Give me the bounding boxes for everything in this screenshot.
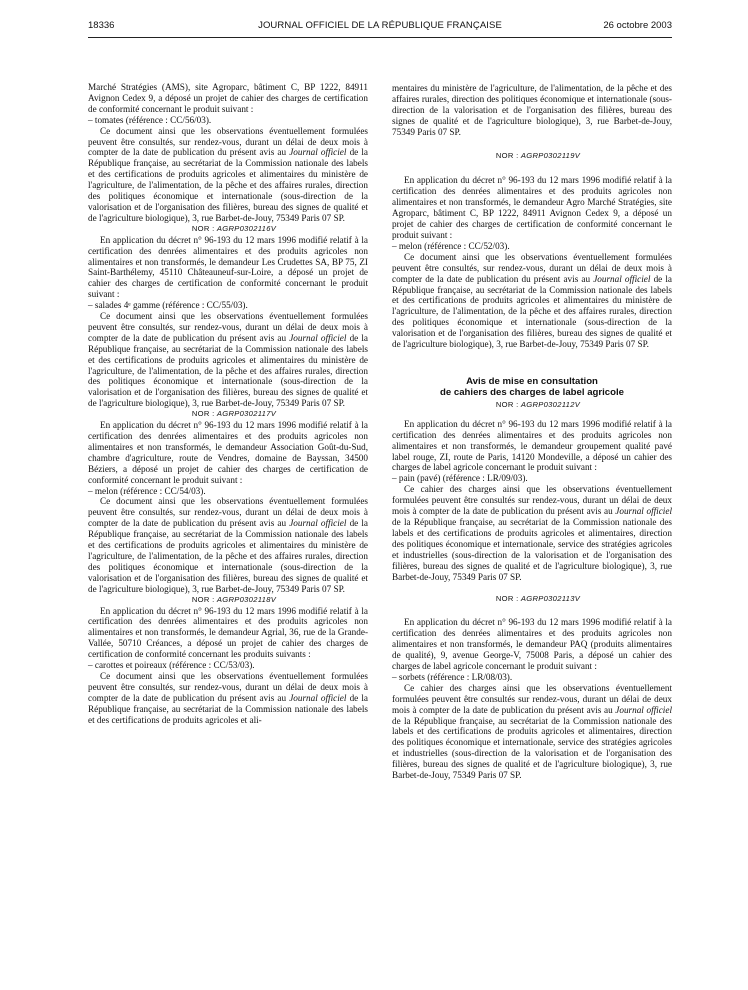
- paragraph: Ce document ainsi que les observations éventuellement formulées peuvent être consultés, sur rendez-vous, durant un délai de deux mois à compter de la date de publication du présent avis au Journal officiel de la République française, au secrétariat de la Commission nationale des labels et des certifications de produits agricoles et alimentaires du ministère de l'agriculture, de l'alimentation, de la pêche et des affaires rurales, direction des politiques économique et internationale (sous-direction de la valorisation et de l'organisation des filières, bureau des signes de qualité et de l'agriculture biologique), 3, rue Barbet-de-Jouy, 75349 Paris 07 SP.: [88, 311, 368, 409]
- nor-reference: NOR : AGRP0302118V: [191, 594, 277, 604]
- paragraph: Ce document ainsi que les observations éventuellement formulées peuvent être consultés, sur rendez-vous, durant un délai de deux mois à compter de la date de publication du présent avis au Journal officiel de la République française, au secrétariat de la Commission nationale des labels et des certifications de produits agricoles et alimentaires du ministère de l'agriculture, de l'alimentation, de la pêche et des affaires rurales, direction des politiques économique et internationale (sous-direction de la valorisation et de l'organisation des filières, bureau des signes de qualité et de l'agriculture biologique), 3, rue Barbet-de-Jouy, 75349 Paris 07 SP.: [392, 251, 672, 350]
- nor-reference: NOR : AGRP0302117V: [191, 409, 277, 419]
- list-item: – pain (pavé) (référence : LR/09/03).: [392, 473, 528, 484]
- paragraph: Ce document ainsi que les observations éventuellement formulées peuvent être consultés, sur rendez-vous, durant un délai de deux mois à compter de la date de publication du présent avis au Journal officiel de la République française, au secrétariat de la Commission nationale des labels et des certifications de produits agricoles et ali-: [88, 670, 368, 725]
- paragraph: En application du décret n° 96-193 du 12 mars 1996 modifié relatif à la certification des denrées alimentaires et des produits agricoles non alimentaires et non transformés, le demandeur Association Goût-du-Sud, chambre d'agriculture, route de Vendres, domaine de Bayssan, 34500 Béziers, a déposé un projet de cahier des charges de certification de conformité concernant le produit suivant :: [88, 420, 368, 485]
- right-column: [392, 83, 672, 781]
- nor-reference: NOR : AGRP0302112V: [495, 399, 581, 409]
- paragraph: En application du décret n° 96-193 du 12 mars 1996 modifié relatif à la certification des denrées alimentaires et des produits agricoles non alimentaires et non transformés, le demandeur PAQ (produits alimentaires de qualité), 9, avenue George-V, 75008 Paris, a déposé un cahier des charges de label agricole concernant le produit suivant :: [392, 617, 672, 671]
- journal-title: JOURNAL OFFICIEL DE LA RÉPUBLIQUE FRANÇAISE: [258, 20, 502, 31]
- list-item: – carottes et poireaux (référence : CC/53/03).: [88, 660, 255, 671]
- paragraph: En application du décret n° 96-193 du 12 mars 1996 modifié relatif à la certification des denrées alimentaires et des produits agricoles non alimentaires et non transformés, le demandeur Agro Marché Stratégies, site Agroparc, bâtiment C, BP 1222, 84911 Avignon Cedex 9, a déposé un projet de cahier des charges de certification de conformité concernant le produit suivant :: [392, 175, 672, 240]
- left-column: [88, 82, 368, 725]
- page-number: 18336: [88, 20, 115, 31]
- nor-reference: NOR : AGRP0302116V: [191, 223, 277, 233]
- paragraph: Ce cahier des charges ainsi que les observations éventuellement formulées peuvent être consultés sur rendez-vous, durant un délai de deux mois à compter de la date de publication du présent avis au Journal officiel de la République française, au secrétariat de la Commission nationale des labels et des certifications de produits agricoles et alimentaires, direction des politiques économique et internationale, service des stratégies agricoles et industrielles (sous-direction de la valorisation et de l'organisation des filières, bureau des signes de qualité et de l'agriculture biologique), 3, rue Barbet-de-Jouy, 75349 Paris 07 SP.: [392, 484, 672, 582]
- nor-reference: NOR : AGRP0302119V: [495, 150, 581, 160]
- list-item: – sorbets (référence : LR/08/03).: [392, 671, 513, 682]
- paragraph: En application du décret n° 96-193 du 12 mars 1996 modifié relatif à la certification des denrées alimentaires et des produits agricoles non alimentaires et non transformés, le demandeur groupement qualité pavé label rouge, ZI, route de Paris, 14120 Mondeville, a déposé un cahier des charges de label agricole concernant le produit suivant :: [392, 418, 672, 473]
- section-title-line: Avis de mise en consultation: [466, 375, 598, 387]
- list-item: – salades 4ᵉ gamme (référence : CC/55/03).: [88, 300, 248, 311]
- paragraph: Ce cahier des charges ainsi que les observations éventuellement formulées peuvent être consultés sur rendez-vous, durant un délai de deux mois à compter de la date de publication du présent avis au Journal officiel de la République française, au secrétariat de la Commission nationale des labels et des certifications de produits agricoles et alimentaires, direction des politiques économique et internationale, service des stratégies agricoles et industrielles (sous-direction de la valorisation et de l'organisation des filières, bureau des signes de qualité et de l'agriculture biologique), 3, rue Barbet-de-Jouy, 75349 Paris 07 SP.: [392, 682, 672, 781]
- section-title-line: de cahiers des charges de label agricole: [440, 386, 624, 398]
- header-rule: [88, 37, 672, 38]
- paragraph: mentaires du ministère de l'agriculture, de l'alimentation, de la pêche et des affaires rurales, direction des politiques économique et internationale (sous-direction de la valorisation et de l'organisation des filières, bureau des signes de qualité et de l'agriculture biologique), 3, rue Barbet-de-Jouy, 75349 Paris 07 SP.: [392, 83, 672, 137]
- paragraph: En application du décret n° 96-193 du 12 mars 1996 modifié relatif à la certification des denrées alimentaires et des produits agricoles non alimentaires et non transformés, le demandeur Les Crudettes SA, BP 75, ZI Saint-Barthélemy, 45110 Châteauneuf-sur-Loire, a déposé un projet de cahier des charges de certification de conformité concernant le produit suivant :: [88, 234, 368, 300]
- list-item: – melon (référence : CC/54/03).: [88, 485, 206, 496]
- section-title: [392, 376, 672, 398]
- list-item: – tomates (référence : CC/56/03).: [88, 114, 212, 125]
- paragraph: En application du décret n° 96-193 du 12 mars 1996 modifié relatif à la certification des denrées alimentaires et des produits agricoles non alimentaires et non transformés, le demandeur Agrial, 36, rue de la Grande-Vallée, 50710 Créances, a déposé un projet de cahier des charges de certification de conformité concernant les produits suivants :: [88, 605, 368, 660]
- paragraph: Ce document ainsi que les observations éventuellement formulées peuvent être consultés, sur rendez-vous, durant un délai de deux mois à compter de la date de publication du présent avis au Journal officiel de la République française, au secrétariat de la Commission nationale des labels et des certifications de produits agricoles et alimentaires du ministère de l'agriculture, de l'alimentation, de la pêche et des affaires rurales, direction des politiques économique et internationale (sous-direction de la valorisation et de l'organisation des filières, bureau des signes de qualité et de l'agriculture biologique), 3, rue Barbet-de-Jouy, 75349 Paris 07 SP.: [88, 496, 368, 594]
- paragraph: Ce document ainsi que les observations éventuellement formulées peuvent être consultés, sur rendez-vous, durant un délai de deux mois à compter de la date de publication du présent avis au Journal officiel de la République française, au secrétariat de la Commission nationale des labels et des certifications de produits agricoles et alimentaires du ministère de l'agriculture, de l'alimentation, de la pêche et des affaires rurales, direction des politiques économique et internationale (sous-direction de la valorisation et de l'organisation des filières, bureau des signes de qualité et de l'agriculture biologique), 3, rue Barbet-de-Jouy, 75349 Paris 07 SP.: [88, 125, 368, 223]
- nor-reference: NOR : AGRP0302113V: [495, 594, 581, 604]
- publication-date: 26 octobre 2003: [603, 20, 672, 31]
- list-item: – melon (référence : CC/52/03).: [392, 240, 510, 251]
- paragraph: Marché Stratégies (AMS), site Agroparc, bâtiment C, BP 1222, 84911 Avignon Cedex 9, a déposé un projet de cahier des charges de certification de conformité concernant le produit suivant :: [88, 82, 368, 114]
- page-header: [88, 18, 672, 34]
